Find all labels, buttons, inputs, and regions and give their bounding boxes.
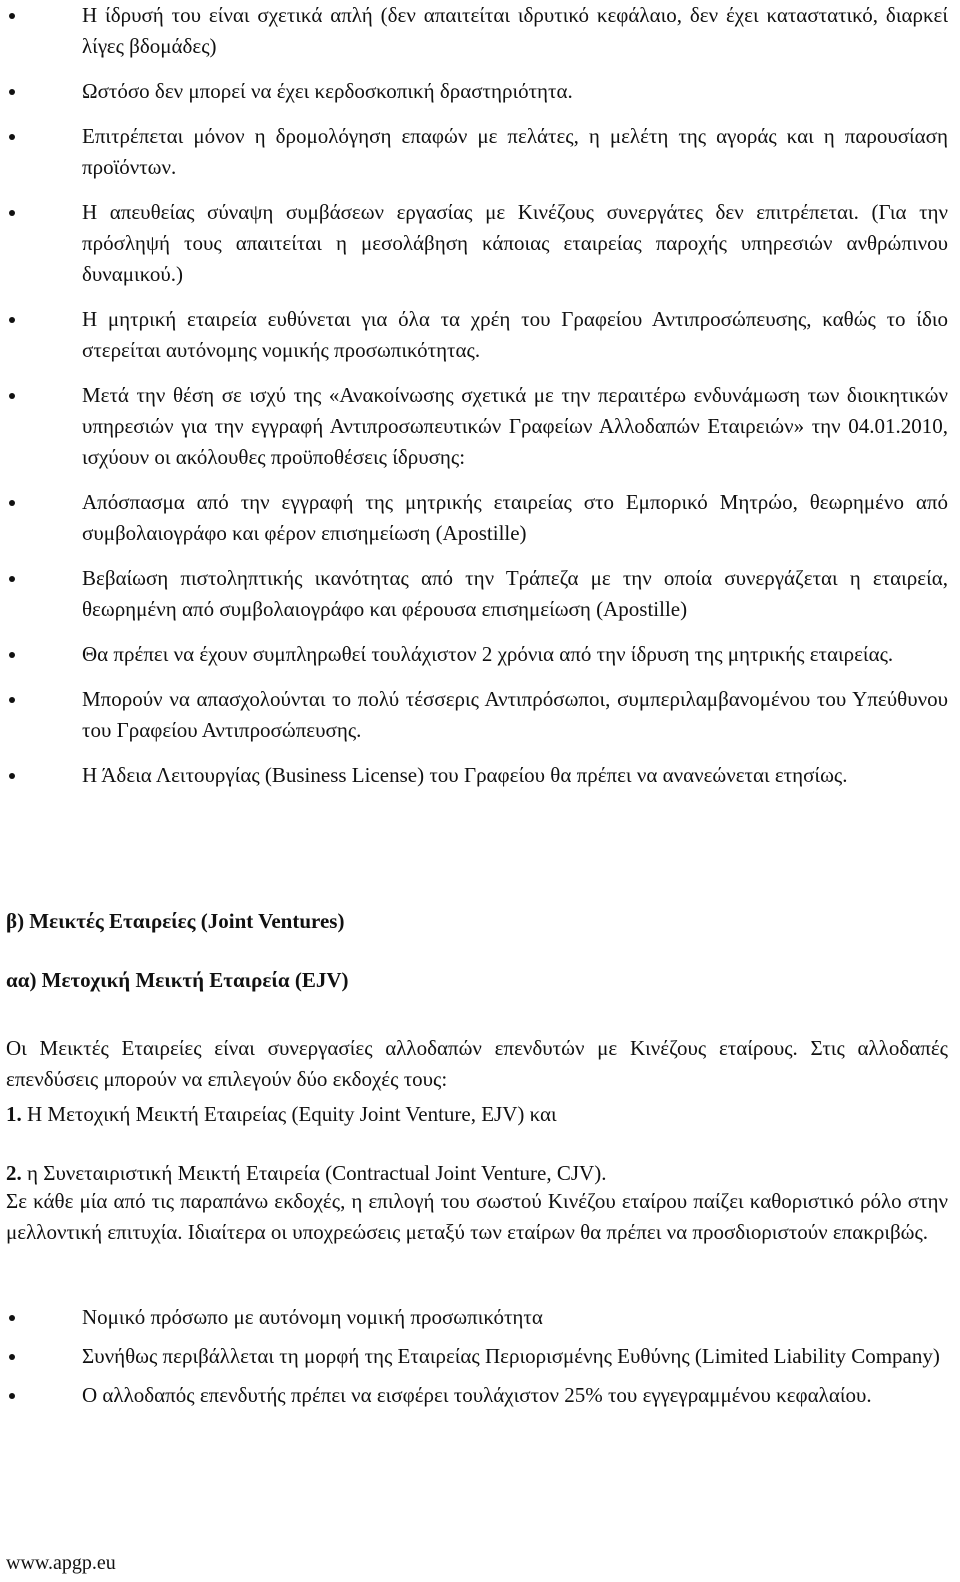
list-item: Ωστόσο δεν μπορεί να έχει κερδοσκοπική δραστηριότητα. [0,76,960,107]
list-item: Η Άδεια Λειτουργίας (Business License) του Γραφείου θα πρέπει να ανανεώνεται ετησίως. [0,760,960,791]
list-item: Θα πρέπει να έχουν συμπληρωθεί τουλάχιστον 2 χρόνια από την ίδρυση της μητρικής εταιρείας. [0,639,960,670]
list-item: Η ίδρυσή του είναι σχετικά απλή (δεν απαιτείται ιδρυτικό κεφάλαιο, δεν έχει καταστατικό, διαρκεί λίγες βδομάδες) [0,0,960,62]
subsection-heading: αα) Μετοχική Μεικτή Εταιρεία (EJV) [6,968,349,992]
section-heading: β) Μεικτές Εταιρείες (Joint Ventures) [6,909,345,933]
list-item: Ο αλλοδαπός επενδυτής πρέπει να εισφέρει τουλάχιστον 25% του εγγεγραμμένου κεφαλαίου. [0,1380,960,1411]
option-1 [6,1099,948,1130]
list-item: Μπορούν να απασχολούνται το πολύ τέσσερις Αντιπρόσωποι, συμπεριλαμβανομένου του Υπεύθυνου του Γραφείου Αντιπροσώπευσης. [0,684,960,746]
list-item: Νομικό πρόσωπο με αυτόνομη νομική προσωπικότητα [0,1302,960,1333]
list-item: Συνήθως περιβάλλεται τη μορφή της Εταιρείας Περιορισμένης Ευθύνης (Limited Liability Company) [0,1341,960,1372]
option-2 [6,1158,948,1189]
footer-url: www.apgp.eu [6,1552,116,1574]
list-item: Βεβαίωση πιστοληπτικής ικανότητας από την Τράπεζα με την οποία συνεργάζεται η εταιρεία, θεωρημένη από συμβολαιογράφο και φέρουσα επισημείωση (Apostille) [0,563,960,625]
list-item: Μετά την θέση σε ισχύ της «Ανακοίνωσης σχετικά με την περαιτέρω ενδυνάμωση των διοικητικών υπηρεσιών για την εγγραφή Αντιπροσωπευτικών Γραφείων Αλλοδαπών Εταιρειών» την 04.01.2010, ισχύουν οι ακόλουθες προϋποθέσεις ίδρυσης: [0,380,960,473]
list-item: Η απευθείας σύναψη συμβάσεων εργασίας με Κινέζους συνεργάτες δεν επιτρέπεται. (Για την πρόσληψή τους απαιτείται η μεσολάβηση κάποιας εταιρείας παροχής υπηρεσιών ανθρώπινου δυναμικού.) [0,197,960,290]
intro-paragraph: Οι Μεικτές Εταιρείες είναι συνεργασίες αλλοδαπών επενδυτών με Κινέζους εταίρους. Στις αλλοδαπές επενδύσεις μπορούν να επιλεγούν δύο εκδοχές τους: [6,1036,948,1091]
body-paragraph: Σε κάθε μία από τις παραπάνω εκδοχές, η επιλογή του σωστού Κινέζου εταίρου παίζει καθοριστικό ρόλο στην μελλοντική επιτυχία. Ιδιαίτερα οι υποχρεώσεις μεταξύ των εταίρων θα πρέπει να προσδιοριστούν επακριβώς. [6,1189,948,1244]
list-item: Επιτρέπεται μόνον η δρομολόγηση επαφών με πελάτες, η μελέτη της αγοράς και η παρουσίαση προϊόντων. [0,121,960,183]
list-item: Η μητρική εταιρεία ευθύνεται για όλα τα χρέη του Γραφείου Αντιπροσώπευσης, καθώς το ίδιο στερείται αυτόνομης νομικής προσωπικότητας. [0,304,960,366]
list-item: Απόσπασμα από την εγγραφή της μητρικής εταιρείας στο Εμπορικό Μητρώο, θεωρημένο από συμβολαιογράφο και φέρον επισημείωση (Apostille) [0,487,960,549]
option-number: 1. [6,1102,22,1126]
option-text: η Συνεταιριστική Μεικτή Εταιρεία (Contractual Joint Venture, CJV). [27,1161,607,1185]
option-text: Η Μετοχική Μεικτή Εταιρείας (Equity Joint Venture, EJV) και [27,1102,557,1126]
option-number: 2. [6,1161,22,1185]
characteristics-list [0,1302,960,1419]
